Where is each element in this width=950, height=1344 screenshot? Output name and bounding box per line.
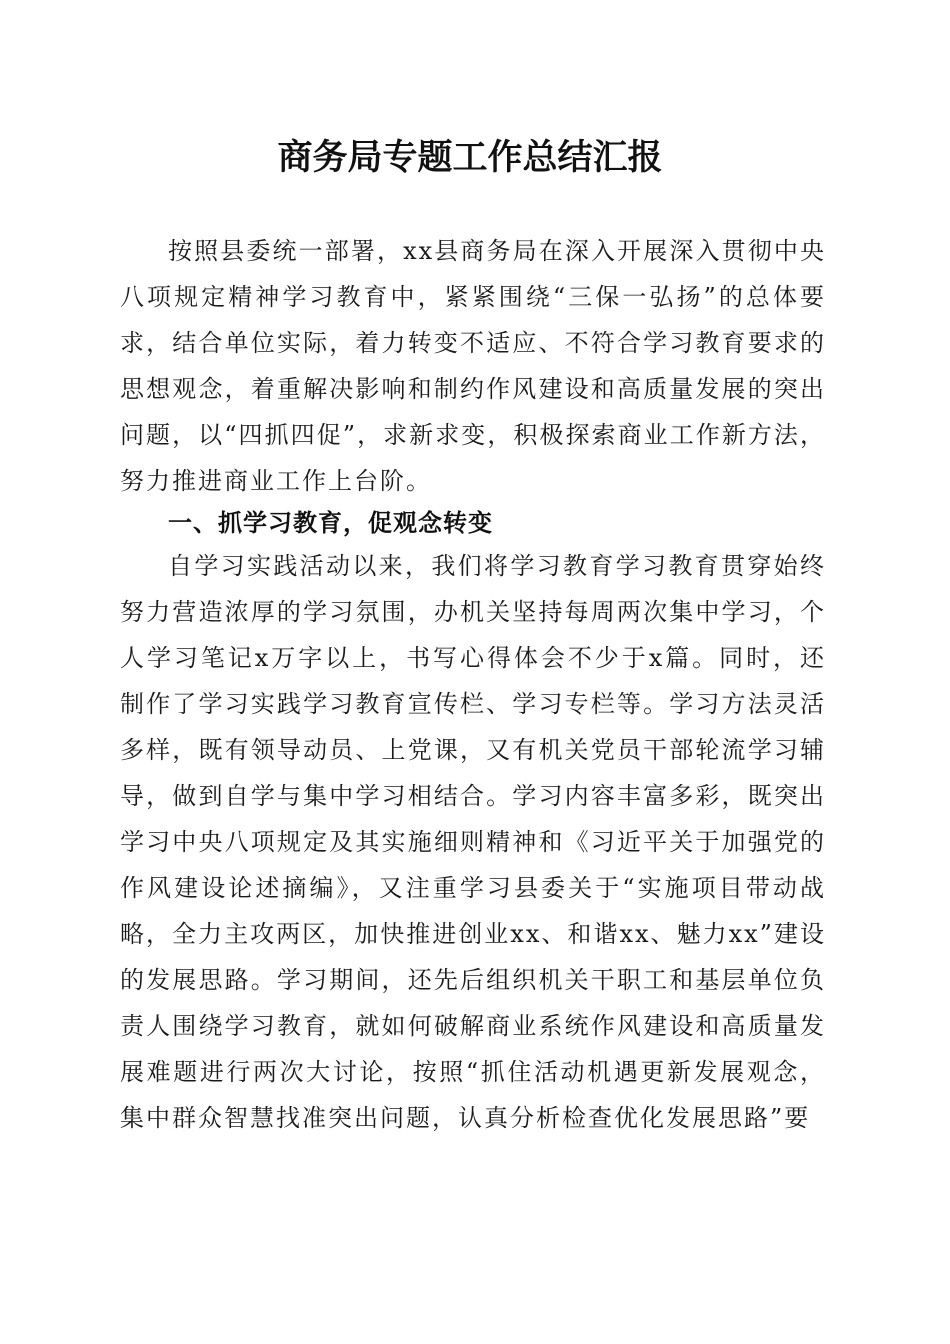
- section-heading-1: 一、抓学习教育，促观念转变: [168, 509, 493, 537]
- section-paragraph-1: 自学习实践活动以来，我们将学习教育学习教育贯穿始终努力营造浓厚的学习氛围，办机关坚持每周两次集中学习，个人学习笔记x万字以上，书写心得体会不少于x篇。同时，还制作了学习实践学习教育宣传栏、学习专栏等。学习方法灵活多样，既有领导动员、上党课，又有机关党员干部轮流学习辅导，做到自学与集中学习相结合。学习内容丰富多彩，既突出学习中央八项规定及其实施细则精神和《习近平关于加强党的作风建设论述摘编》，又注重学习县委关于“实施项目带动战略，全力主攻两区，加快推进创业xx、和谐xx、魅力xx”建设的发展思路。学习期间，还先后组织机关干职工和基层单位负责人围绕学习教育，就如何破解商业系统作风建设和高质量发展难题进行两次大讨论，按照“抓住活动机遇更新发展观念，集中群众智慧找准突出问题，认真分析检查优化发展思路”要: [120, 552, 826, 1132]
- intro-paragraph: 按照县委统一部署，xx县商务局在深入开展深入贯彻中央八项规定精神学习教育中，紧紧围绕“三保一弘扬”的总体要求，结合单位实际，着力转变不适应、不符合学习教育要求的思想观念，着重解决影响和制约作风建设和高质量发展的突出问题，以“四抓四促”，求新求变，积极探索商业工作新方法，努力推进商业工作上台阶。: [120, 237, 826, 495]
- document-title: 商务局专题工作总结汇报: [277, 137, 663, 178]
